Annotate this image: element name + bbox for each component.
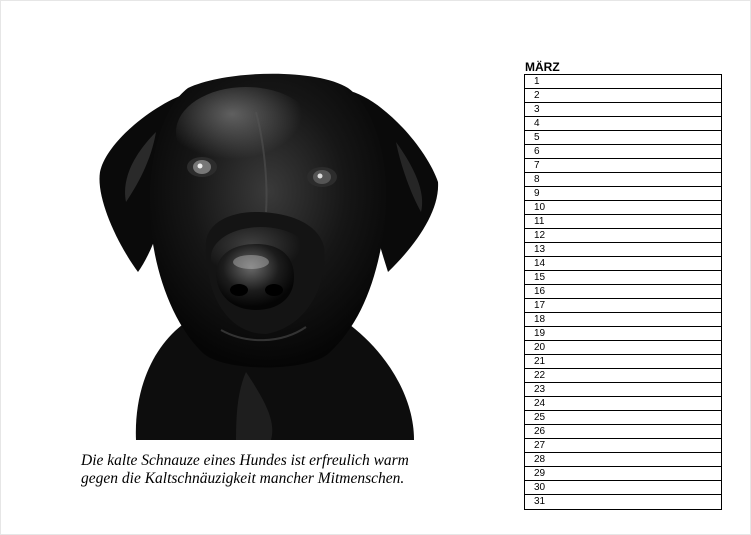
calendar-day-number: 23 [534, 384, 546, 395]
quote [81, 452, 501, 488]
calendar-day-number: 27 [534, 440, 546, 451]
calendar-day-number: 24 [534, 398, 546, 409]
quote-line-2: gegen die Kaltschnäuzigkeit mancher Mitmenschen. [81, 470, 405, 487]
calendar-day-number: 17 [534, 300, 546, 311]
calendar-row [525, 355, 721, 369]
calendar-row [525, 131, 721, 145]
calendar-row [525, 243, 721, 257]
calendar-row [525, 103, 721, 117]
calendar-row [525, 159, 721, 173]
calendar-day-number: 6 [534, 146, 540, 157]
calendar-grid [524, 74, 722, 510]
calendar-day-number: 11 [534, 216, 545, 227]
calendar-row [525, 75, 721, 89]
calendar-day-number: 28 [534, 454, 546, 465]
calendar-day-number: 7 [534, 160, 540, 171]
calendar-row [525, 397, 721, 411]
calendar-row [525, 467, 721, 481]
calendar-row [525, 215, 721, 229]
calendar-day-number: 2 [534, 90, 540, 101]
calendar-row [525, 481, 721, 495]
calendar-row [525, 341, 721, 355]
calendar-row [525, 425, 721, 439]
calendar-row [525, 383, 721, 397]
calendar-day-number: 3 [534, 104, 540, 115]
calendar-day-number: 13 [534, 244, 546, 255]
calendar-row [525, 495, 721, 509]
calendar-row [525, 313, 721, 327]
calendar-day-number: 4 [534, 118, 540, 129]
calendar-row [525, 439, 721, 453]
calendar-row [525, 285, 721, 299]
calendar-row [525, 145, 721, 159]
calendar-day-number: 8 [534, 174, 540, 185]
calendar-row [525, 299, 721, 313]
calendar-day-number: 15 [534, 272, 546, 283]
calendar-day-number: 22 [534, 370, 546, 381]
calendar-row [525, 187, 721, 201]
calendar-row [525, 369, 721, 383]
calendar-day-number: 12 [534, 230, 546, 241]
calendar-row [525, 271, 721, 285]
calendar-day-number: 25 [534, 412, 546, 423]
calendar-day-number: 1 [534, 76, 540, 87]
calendar-row [525, 411, 721, 425]
dog-photo [96, 72, 440, 440]
calendar-day-number: 21 [534, 356, 546, 367]
month-title: MÄRZ [525, 60, 560, 74]
calendar-row [525, 257, 721, 271]
calendar-day-number: 31 [534, 496, 546, 507]
calendar-day-number: 29 [534, 468, 546, 479]
calendar-row [525, 327, 721, 341]
calendar-row [525, 201, 721, 215]
calendar-day-number: 26 [534, 426, 546, 437]
calendar-row [525, 173, 721, 187]
calendar-day-number: 19 [534, 328, 546, 339]
calendar-day-number: 16 [534, 286, 546, 297]
calendar-day-number: 20 [534, 342, 546, 353]
calendar-day-number: 18 [534, 314, 546, 325]
calendar-row [525, 89, 721, 103]
calendar-row [525, 117, 721, 131]
calendar-row [525, 229, 721, 243]
calendar-day-number: 10 [534, 202, 546, 213]
calendar-row [525, 453, 721, 467]
calendar-day-number: 5 [534, 132, 540, 143]
calendar-day-number: 30 [534, 482, 546, 493]
calendar-day-number: 14 [534, 258, 546, 269]
calendar-day-number: 9 [534, 188, 540, 199]
quote-line-1: Die kalte Schnauze eines Hundes ist erfreulich warm [81, 452, 409, 469]
